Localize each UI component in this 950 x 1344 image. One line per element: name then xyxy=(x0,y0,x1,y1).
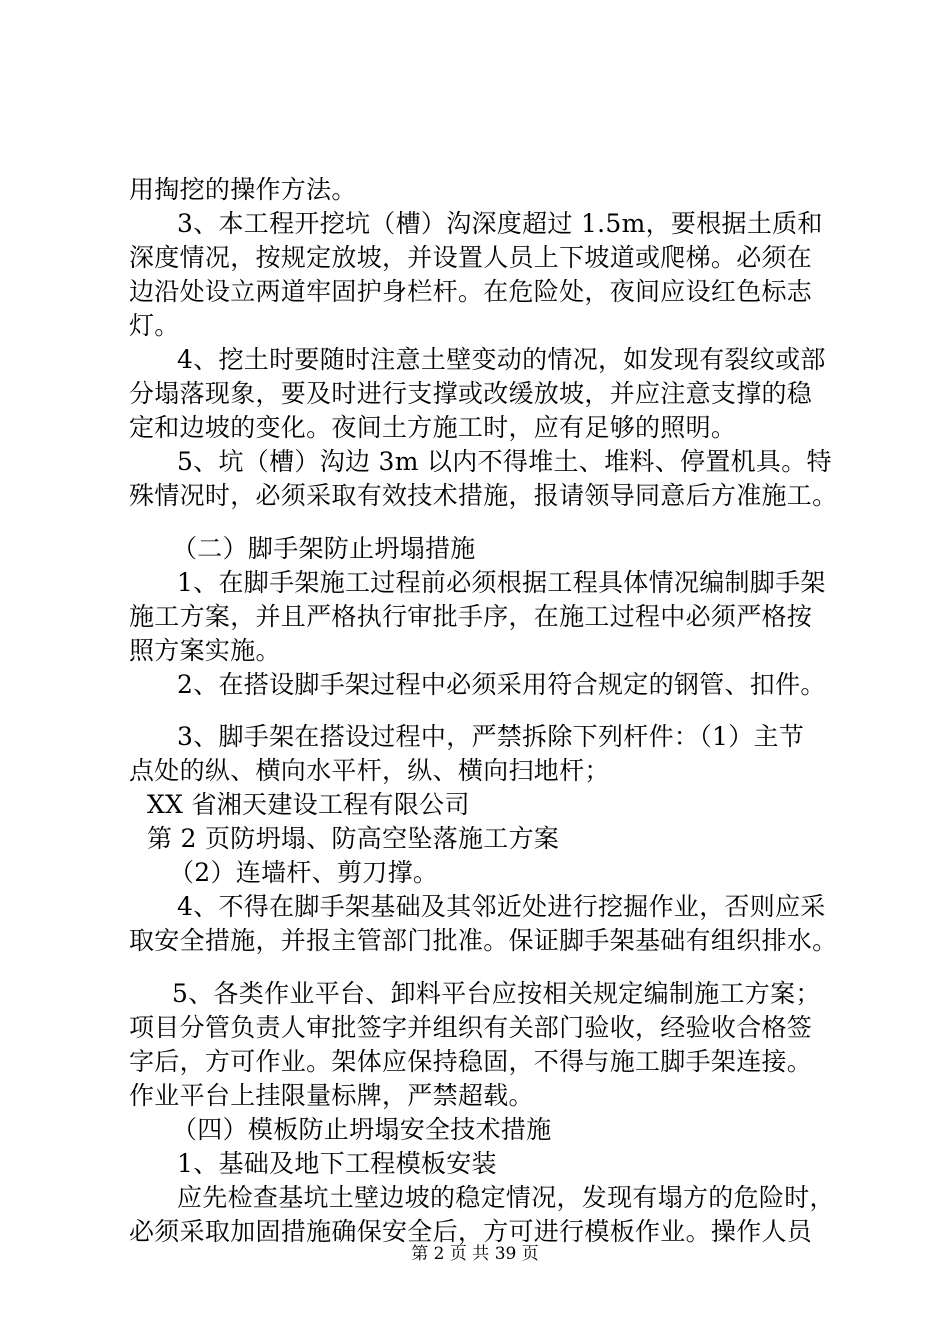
body-text-line: 用掏挖的操作方法。 xyxy=(129,175,357,204)
body-text-line: 5、各类作业平台、卸料平台应按相关规定编制施工方案； xyxy=(172,979,821,1008)
body-text-line: 1、在脚手架施工过程前必须根据工程具体情况编制脚手架 xyxy=(177,568,826,597)
body-text-line: 深度情况，按规定放坡，并设置人员上下坡道或爬梯。必须在 xyxy=(129,243,813,272)
body-text-line: 3、本工程开挖坑（槽）沟深度超过 1.5m，要根据土质和 xyxy=(177,209,823,238)
body-text-line: 作业平台上挂限量标牌，严禁超载。 xyxy=(129,1081,534,1110)
company-name: XX 省湘天建设工程有限公司 xyxy=(147,790,470,819)
body-text-line: 2、在搭设脚手架过程中必须采用符合规定的钢管、扣件。 xyxy=(177,670,826,699)
running-header: 第 2 页防坍塌、防高空坠落施工方案 xyxy=(147,824,560,853)
body-text-line: 定和边坡的变化。夜间土方施工时，应有足够的照明。 xyxy=(129,413,737,442)
body-text-line: 应先检查基坑土壁边坡的稳定情况，发现有塌方的危险时， xyxy=(177,1183,835,1212)
body-text-line: 4、挖土时要随时注意土壁变动的情况，如发现有裂纹或部 xyxy=(177,345,826,374)
sub-heading: 1、基础及地下工程模板安装 xyxy=(177,1149,497,1178)
body-text-line: 边沿处设立两道牢固护身栏杆。在危险处，夜间应设红色标志 xyxy=(129,277,813,306)
body-text-line: 字后，方可作业。架体应保持稳固，不得与施工脚手架连接。 xyxy=(129,1047,813,1076)
body-text-line: 必须采取加固措施确保安全后，方可进行模板作业。操作人员 xyxy=(129,1217,813,1246)
body-text-line: 项目分管负责人审批签字并组织有关部门验收，经验收合格签 xyxy=(129,1013,813,1042)
section-heading: （二）脚手架防止坍塌措施 xyxy=(172,534,476,563)
body-text-line: 照方案实施。 xyxy=(129,636,281,665)
body-text-line: 3、脚手架在搭设过程中，严禁拆除下列杆件：（1）主节 xyxy=(177,722,805,751)
section-heading: （四）模板防止坍塌安全技术措施 xyxy=(172,1115,552,1144)
body-text-line: 殊情况时，必须采取有效技术措施，报请领导同意后方准施工。 xyxy=(129,481,838,510)
body-text-line: 施工方案，并且严格执行审批手序，在施工过程中必须严格按 xyxy=(129,602,813,631)
page-number: 第 2 页 共 39 页 xyxy=(411,1244,539,1264)
body-text-line: 分塌落现象，要及时进行支撑或改缓放坡，并应注意支撑的稳 xyxy=(129,379,813,408)
page-footer xyxy=(0,1243,950,1265)
body-text-line: 5、坑（槽）沟边 3m 以内不得堆土、堆料、停置机具。特 xyxy=(177,447,832,476)
body-text-line: 点处的纵、横向水平杆，纵、横向扫地杆； xyxy=(129,756,610,785)
body-text-line: （2）连墙杆、剪刀撑。 xyxy=(169,858,439,887)
body-text-line: 灯。 xyxy=(129,311,180,340)
body-text-line: 4、不得在脚手架基础及其邻近处进行挖掘作业，否则应采 xyxy=(177,892,826,921)
body-text-line: 取安全措施，并报主管部门批准。保证脚手架基础有组织排水。 xyxy=(129,926,838,955)
